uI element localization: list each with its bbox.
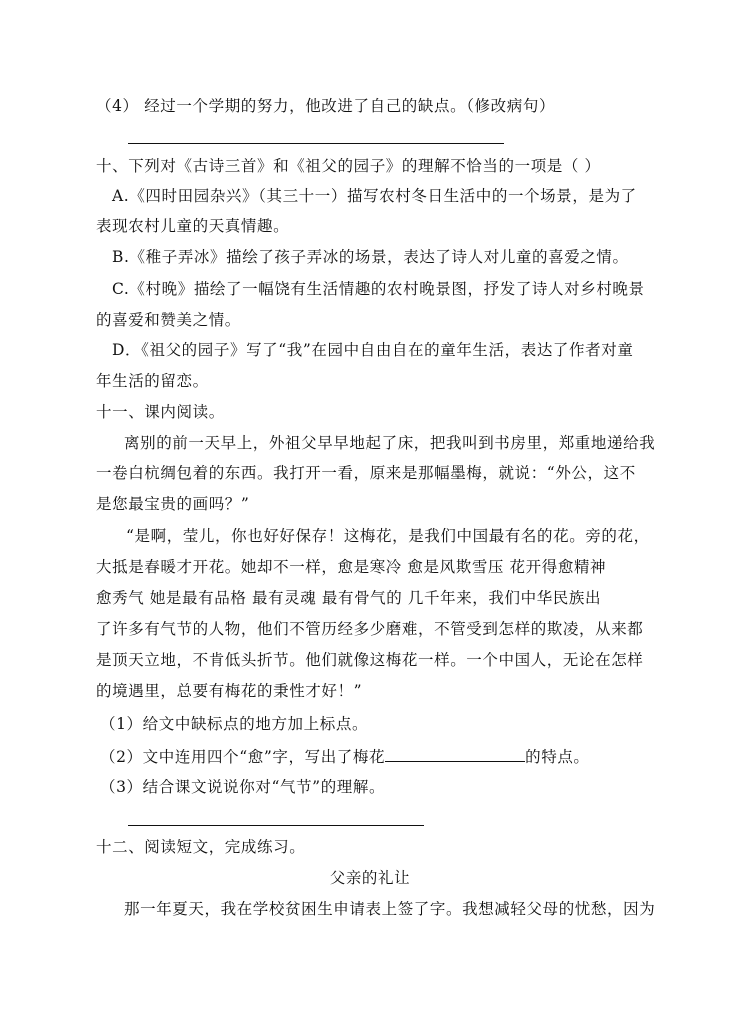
q11-subquestion-3-answer-blank (128, 825, 424, 826)
q12-title: 十二、阅读短文，完成练习。 (96, 838, 306, 856)
q11-subquestion-1: （1）给文中缺标点的地方加上标点。 (100, 715, 369, 733)
q10-option-c-line2: 的喜爱和赞美之情。 (96, 311, 241, 329)
q11-passage-p2-line6: 的境遇里，总要有梅花的秉性才好！” (96, 682, 363, 700)
q4-line: （4） 经过一个学期的努力，他改进了自己的缺点。（修改病句） (96, 97, 556, 115)
q11-passage-p1-line1: 离别的前一天早上，外祖父早早地起了床，把我叫到书房里，郑重地递给我 (124, 434, 656, 452)
essay-title: 父亲的礼让 (329, 869, 411, 887)
q11-passage-p1-line3: 是您最宝贵的画吗？” (96, 495, 250, 513)
q11-passage-p1-line2: 一卷白杭绸包着的东西。我打开一看，原来是那幅墨梅，就说：“外公，这不 (96, 464, 636, 482)
q10-option-c-line1: C.《村晚》描绘了一幅饶有生活情趣的农村晚景图，抒发了诗人对乡村晚景 (112, 280, 645, 298)
q10-option-a-line1: A.《四时田园杂兴》（其三十一）描写农村冬日生活中的一个场景，是为了 (112, 187, 637, 205)
q10-stem: 十、下列对《古诗三首》和《祖父的园子》的理解不恰当的一项是（ ） (96, 157, 601, 175)
q10-option-d-line2: 年生活的留恋。 (96, 372, 209, 390)
q11-subquestion-2 (100, 746, 590, 767)
essay-paragraph-1: 那一年夏天，我在学校贫困生申请表上签了字。我想减轻父母的忧愁，因为 (124, 900, 656, 918)
q4-answer-blank (128, 143, 504, 144)
q10-option-b-line1: B.《稚子弄冰》描绘了孩子弄冰的场景，表达了诗人对儿童的喜爱之情。 (112, 248, 629, 266)
q11-subquestion-2-suffix: 的特点。 (525, 748, 590, 766)
q11-passage-p2-line4: 了许多有气节的人物，他们不管历经多少磨难，不管受到怎样的欺凌，从来都 (96, 620, 644, 638)
q11-passage-p2-line1: “是啊，莹儿，你也好好保存！这梅花，是我们中国最有名的花。旁的花， (126, 527, 650, 545)
q11-passage-p2-line2: 大抵是春暖才开花。她却不一样，愈是寒冷 愈是风欺雪压 花开得愈精神 (96, 558, 607, 576)
q10-option-d-line1: D．《祖父的园子》写了“我”在园中自由自在的童年生活，表达了作者对童 (112, 341, 634, 359)
q11-subquestion-3: （3）结合课文说说你对“气节”的理解。 (100, 778, 386, 796)
q11-subquestion-2-blank (385, 746, 525, 762)
q11-passage-p2-line3: 愈秀气 她是最有品格 最有灵魂 最有骨气的 几千年来，我们中华民族出 (96, 589, 602, 607)
q11-passage-p2-line5: 是顶天立地，不肯低头折节。他们就像这梅花一样。一个中国人，无论在怎样 (96, 651, 644, 669)
q10-option-a-line2: 表现农村儿童的天真情趣。 (96, 217, 290, 235)
q11-title: 十一、课内阅读。 (96, 403, 225, 421)
q11-subquestion-2-prefix: （2）文中连用四个“愈”字，写出了梅花 (100, 748, 386, 766)
